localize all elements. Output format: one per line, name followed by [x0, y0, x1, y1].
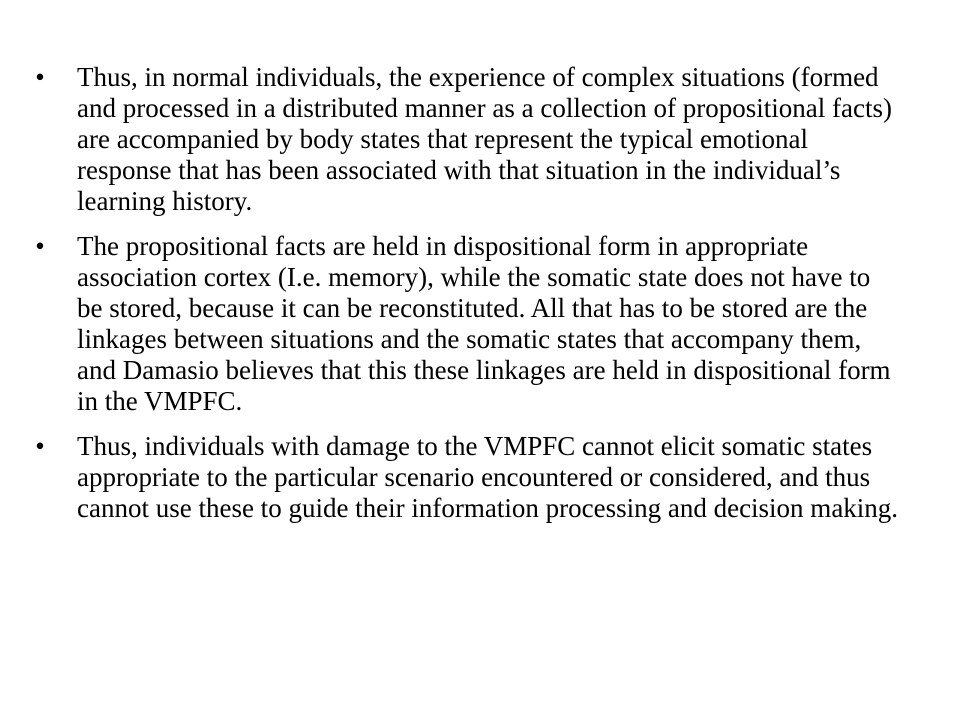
bullet-list: [30, 62, 900, 524]
bullet-text: Thus, individuals with damage to the VMPFC cannot elicit somatic states appropriate to the particular scenario encountered or considered, and thus cannot use these to guide their information processing and decision making.: [77, 431, 899, 523]
bullet-dot-icon: •: [35, 431, 45, 461]
bullet-text: Thus, in normal individuals, the experience of complex situations (formed and processed in a distributed manner as a collection of propositional facts) are accompanied by body states that represent the typical emotional response that has been associated with that situation in the individual’s learning history.: [77, 62, 892, 216]
bullet-item: [30, 431, 900, 524]
bullet-item: [30, 62, 900, 217]
bullet-item: [30, 231, 900, 417]
bullet-text: The propositional facts are held in dispositional form in appropriate association cortex (I.e. memory), while the somatic state does not have to be stored, because it can be reconstituted. All that has to be stored are the linkages between situations and the somatic states that accompany them, and Damasio believes that this these linkages are held in dispositional form in the VMPFC.: [77, 231, 891, 416]
bullet-dot-icon: •: [35, 231, 45, 261]
bullet-dot-icon: •: [35, 62, 45, 92]
